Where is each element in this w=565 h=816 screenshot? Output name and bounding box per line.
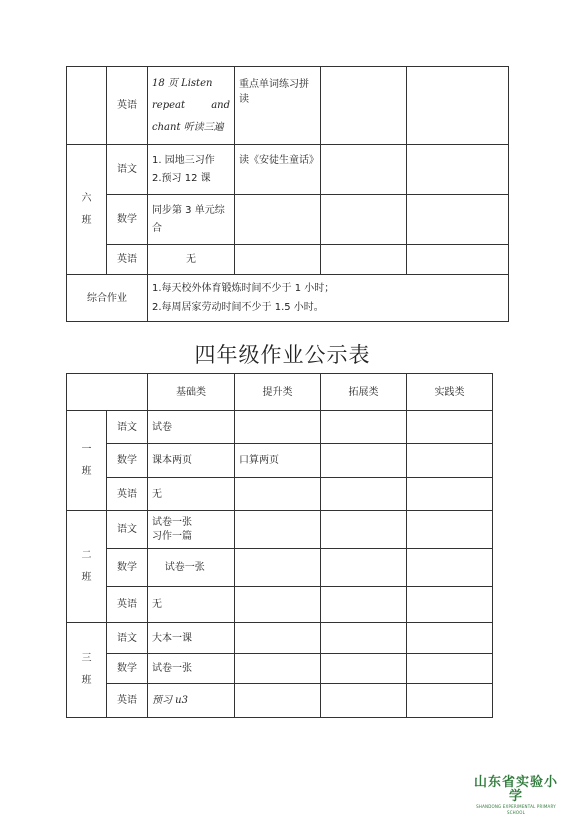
practice-cell — [407, 195, 509, 245]
practice-cell — [407, 67, 509, 145]
comprehensive-content — [148, 275, 509, 322]
table-row — [67, 145, 509, 195]
subject-cell: 英语 — [107, 587, 148, 623]
improve-cell — [235, 587, 321, 623]
basic-cell: 无 — [148, 478, 235, 511]
practice-cell — [407, 478, 493, 511]
table-row — [67, 684, 493, 718]
improve-cell — [235, 195, 321, 245]
improve-cell — [235, 245, 321, 275]
header-practice: 实践类 — [407, 374, 493, 411]
extend-cell — [321, 444, 407, 478]
class-cell — [67, 67, 107, 145]
extend-cell — [321, 623, 407, 654]
class-label: 三 班 — [67, 623, 107, 718]
table-row — [67, 587, 493, 623]
subject-cell: 英语 — [107, 67, 148, 145]
practice-cell — [407, 444, 493, 478]
subject-cell: 数学 — [107, 444, 148, 478]
improve-cell: 读《安徒生童话》 — [235, 145, 321, 195]
header-extend: 拓展类 — [321, 374, 407, 411]
class-label: 二 班 — [67, 511, 107, 623]
extend-cell — [321, 684, 407, 718]
extend-cell — [321, 654, 407, 684]
basic-cell: 1. 园地三习作 2.预习 12 课 — [148, 145, 235, 195]
table-row — [67, 444, 493, 478]
subject-cell: 语文 — [107, 145, 148, 195]
page-title: 四年级作业公示表 — [194, 343, 371, 367]
improve-cell — [235, 478, 321, 511]
basic-cell: 试卷 — [148, 411, 235, 444]
improve-cell: 重点单词练习拼读 — [235, 67, 321, 145]
header-row — [67, 374, 493, 411]
table-row — [67, 511, 493, 549]
subject-cell: 数学 — [107, 549, 148, 587]
subject-cell: 语文 — [107, 623, 148, 654]
school-logo-text: 山东省实验小学 — [473, 775, 558, 804]
homework-table — [66, 373, 493, 718]
extend-cell — [321, 411, 407, 444]
basic-line — [152, 95, 230, 117]
basic-cell: 试卷一张 — [148, 654, 235, 684]
table-row — [67, 245, 509, 275]
extend-cell — [321, 67, 407, 145]
practice-cell — [407, 684, 493, 718]
basic-cell: 无 — [148, 245, 235, 275]
basic-cell: 试卷一张 — [148, 549, 235, 587]
extend-cell — [321, 195, 407, 245]
subject-cell: 语文 — [107, 511, 148, 549]
comprehensive-line: 2.每周居家劳动时间不少于 1.5 小时。 — [152, 302, 324, 313]
practice-cell — [407, 511, 493, 549]
basic-word: and — [211, 99, 230, 111]
basic-cell: 大本一课 — [148, 623, 235, 654]
basic-cell — [148, 67, 235, 145]
school-logo-subtext: SHANDONG EXPERIMENTAL PRIMARY SCHOOL — [476, 804, 556, 815]
table-row — [67, 654, 493, 684]
subject-cell: 数学 — [107, 195, 148, 245]
improve-cell — [235, 623, 321, 654]
extend-cell — [321, 511, 407, 549]
basic-cell: 预习 u3 — [148, 684, 235, 718]
improve-cell — [235, 511, 321, 549]
subject-cell: 英语 — [107, 478, 148, 511]
practice-cell — [407, 245, 509, 275]
basic-word: repeat — [152, 99, 185, 111]
extend-cell — [321, 145, 407, 195]
header-basic: 基础类 — [148, 374, 235, 411]
practice-cell — [407, 411, 493, 444]
class-label: 六 班 — [67, 145, 107, 275]
header-improve: 提升类 — [235, 374, 321, 411]
improve-cell — [235, 549, 321, 587]
table-row — [67, 67, 509, 145]
subject-cell: 数学 — [107, 654, 148, 684]
improve-cell — [235, 684, 321, 718]
improve-cell — [235, 411, 321, 444]
basic-line: 18 页 Listen — [152, 77, 213, 89]
subject-cell: 语文 — [107, 411, 148, 444]
practice-cell — [407, 145, 509, 195]
basic-cell: 无 — [148, 587, 235, 623]
basic-cell: 试卷一张 习作一篇 — [148, 511, 235, 549]
extend-cell — [321, 587, 407, 623]
header-corner — [67, 374, 148, 411]
subject-cell: 英语 — [107, 684, 148, 718]
practice-cell — [407, 549, 493, 587]
improve-cell: 口算两页 — [235, 444, 321, 478]
top-table — [66, 66, 509, 322]
table-row — [67, 623, 493, 654]
table-row — [67, 411, 493, 444]
practice-cell — [407, 587, 493, 623]
basic-cell: 课本两页 — [148, 444, 235, 478]
table-row — [67, 549, 493, 587]
table-row — [67, 275, 509, 322]
school-logo — [470, 776, 562, 816]
basic-cell: 同步第 3 单元综合 — [148, 195, 235, 245]
comprehensive-label: 综合作业 — [67, 275, 148, 322]
extend-cell — [321, 549, 407, 587]
class-label: 一 班 — [67, 411, 107, 511]
table-row — [67, 195, 509, 245]
basic-line: chant 听读三遍 — [152, 121, 224, 133]
table-row — [67, 478, 493, 511]
extend-cell — [321, 478, 407, 511]
improve-cell — [235, 654, 321, 684]
practice-cell — [407, 623, 493, 654]
comprehensive-line: 1.每天校外体育锻炼时间不少于 1 小时； — [152, 283, 335, 294]
extend-cell — [321, 245, 407, 275]
subject-cell: 英语 — [107, 245, 148, 275]
practice-cell — [407, 654, 493, 684]
